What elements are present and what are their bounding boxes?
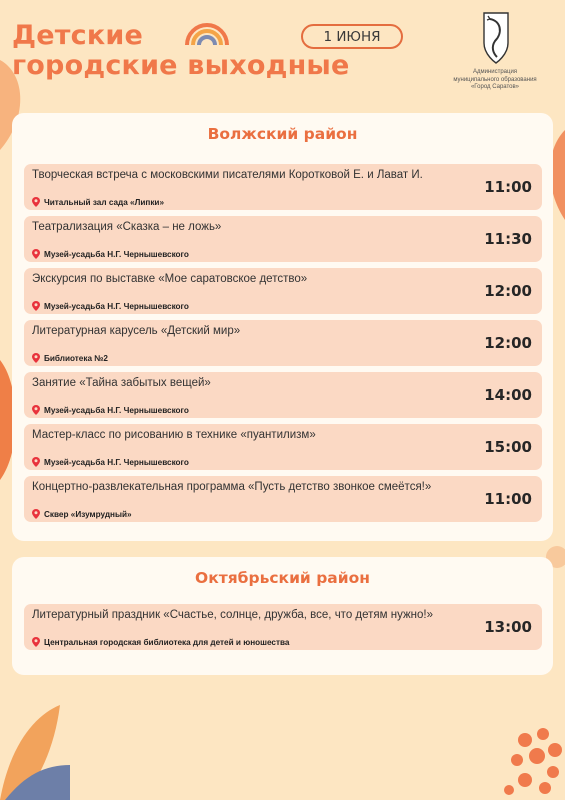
event-location-text: Музей-усадьба Н.Г. Чернышевского <box>44 405 189 415</box>
event-row <box>24 216 542 262</box>
date-badge: 1 ИЮНЯ <box>301 24 403 49</box>
event-time: 11:30 <box>484 230 532 248</box>
decorative-leaf-bottom-left <box>0 705 70 800</box>
decorative-flower-bottom-right <box>495 720 565 800</box>
event-location <box>32 249 189 259</box>
event-row <box>24 424 542 470</box>
event-row <box>24 604 542 650</box>
event-time: 14:00 <box>484 386 532 404</box>
event-time: 12:00 <box>484 282 532 300</box>
event-time: 13:00 <box>484 618 532 636</box>
event-row <box>24 268 542 314</box>
event-location <box>32 301 189 311</box>
event-title: Мастер-класс по рисованию в технике «пуантилизм» <box>32 429 316 441</box>
header <box>0 0 565 110</box>
event-location <box>32 509 132 519</box>
event-location-text: Музей-усадьба Н.Г. Чернышевского <box>44 457 189 467</box>
district-title: Октябрьский район <box>195 569 370 587</box>
event-title: Занятие «Тайна забытых вещей» <box>32 377 211 389</box>
admin-line-2: муниципального образования <box>453 76 537 83</box>
event-row <box>24 476 542 522</box>
event-location-text: Музей-усадьба Н.Г. Чернышевского <box>44 301 189 311</box>
event-location-text: Центральная городская библиотека для детей и юношества <box>44 637 290 647</box>
event-location <box>32 637 289 647</box>
event-row <box>24 372 542 418</box>
event-location <box>32 353 108 363</box>
event-row <box>24 164 542 210</box>
admin-line-3: «Город Саратов» <box>470 84 520 90</box>
location-pin-icon <box>32 509 40 519</box>
event-time: 11:00 <box>484 490 532 508</box>
event-title: Литературная карусель «Детский мир» <box>32 325 241 337</box>
administration-caption <box>440 69 550 92</box>
admin-line-1: Администрация <box>472 69 518 75</box>
event-location <box>32 197 164 207</box>
page-title-line-1: Детские <box>12 20 143 51</box>
location-pin-icon <box>32 249 40 259</box>
location-pin-icon <box>32 197 40 207</box>
event-time: 15:00 <box>484 438 532 456</box>
event-title: Концертно-развлекательная программа «Пусть детство звонкое смеётся!» <box>32 481 432 493</box>
location-pin-icon <box>32 301 40 311</box>
rainbow-icon <box>184 19 230 45</box>
saratov-coat-of-arms-icon <box>481 11 511 66</box>
location-pin-icon <box>32 405 40 415</box>
event-title: Экскурсия по выставке «Мое саратовское детство» <box>32 273 308 285</box>
event-time: 12:00 <box>484 334 532 352</box>
event-title: Литературный праздник «Счастье, солнце, дружба, все, что детям нужно!» <box>32 609 433 621</box>
event-location <box>32 405 189 415</box>
event-title: Театрализация «Сказка – не ложь» <box>32 221 222 233</box>
event-location <box>32 457 189 467</box>
event-location-text: Сквер «Изумрудный» <box>44 509 132 519</box>
event-title: Творческая встреча с московскими писателями Коротковой Е. и Лават И. <box>32 169 423 181</box>
district-card-oktyabrsky <box>12 557 553 675</box>
event-location-text: Читальный зал сада «Липки» <box>44 197 165 207</box>
location-pin-icon <box>32 353 40 363</box>
location-pin-icon <box>32 637 40 647</box>
page-title-line-2: городские выходные <box>12 50 350 81</box>
event-time: 11:00 <box>484 178 532 196</box>
location-pin-icon <box>32 457 40 467</box>
event-location-text: Музей-усадьба Н.Г. Чернышевского <box>44 249 189 259</box>
event-row <box>24 320 542 366</box>
district-title: Волжский район <box>207 125 358 143</box>
event-location-text: Библиотека №2 <box>44 353 108 363</box>
district-card-volzhsky <box>12 113 553 541</box>
